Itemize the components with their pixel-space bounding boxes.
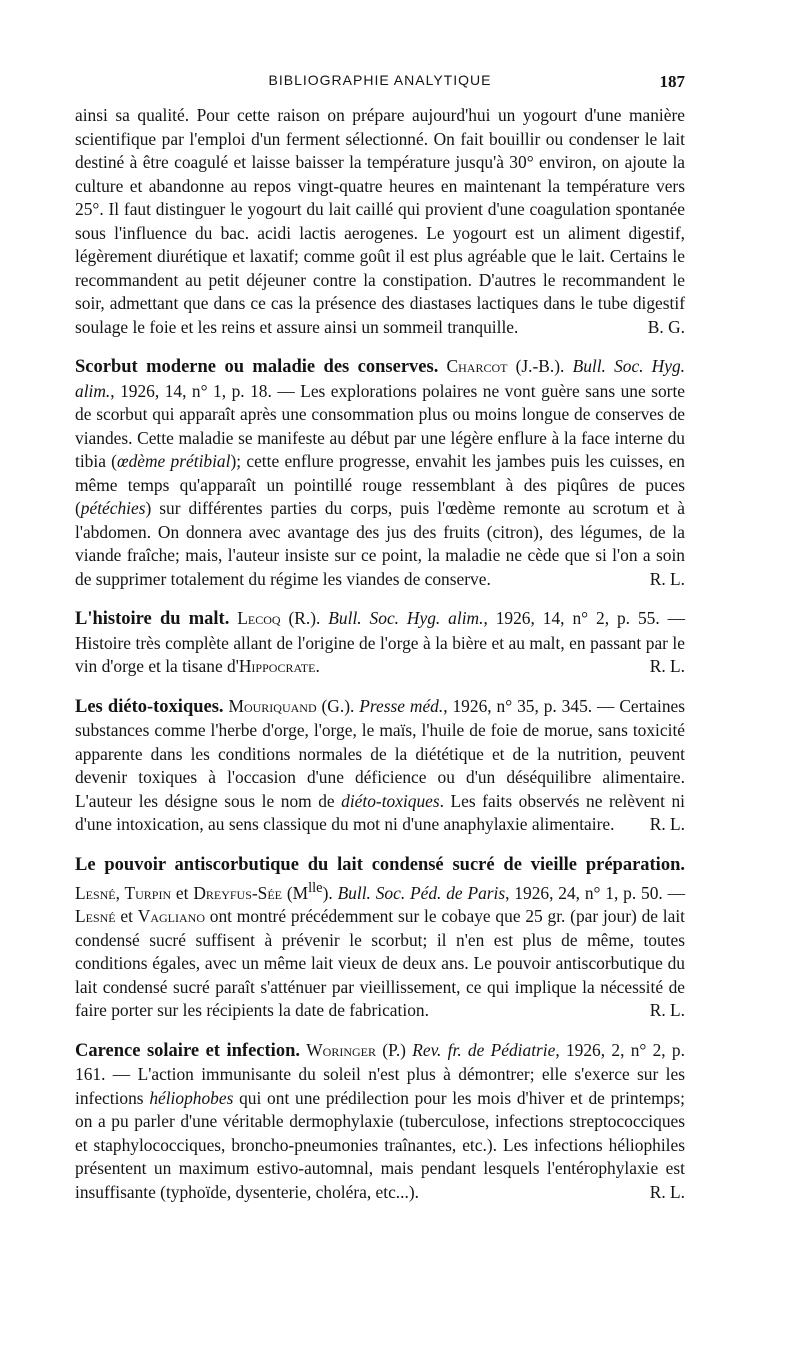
entry-scorbut <box>75 355 685 591</box>
entry-authors: Lecoq (R.). <box>237 608 321 628</box>
entry-journal: Bull. Soc. Péd. de Paris <box>337 882 506 903</box>
page-content <box>75 104 685 1220</box>
entry-term: diéto-toxiques <box>341 790 440 811</box>
entry-person: Vagliano <box>137 906 205 927</box>
entry-signature: R. L. <box>649 814 685 834</box>
entry-person: Lesné <box>75 906 116 927</box>
entry-citation: , 1926, 14, n° 2, p. 55. — <box>483 608 686 628</box>
entry-citation: , 1926, 14, n° 1, p. 18. — <box>110 380 301 401</box>
entry-carence-solaire <box>75 1039 685 1205</box>
entry-body: Les explorations polaires ne vont guère sans une sorte de scorbut qui apparaît après une consommation plus ou moins longue de conserves de viandes. Cette maladie se manifeste au début par une légère enflure à la face interne du tibia ( <box>75 380 685 471</box>
entry-paragraph: L'histoire du malt. Lecoq (R.). Bull. Soc. Hyg. alim., 1926, 14, n° 2, p. 55. — Histoire très complète allant de l'origine de l'orge à la bière et au malt, en passant par le vin d'orge et la tisane d'Hippocrate. R. L. <box>75 607 685 679</box>
entry-signature: R. L. <box>649 1181 685 1202</box>
entry-body: ont montré précédemment sur le cobaye que 25 gr. (par jour) de lait condensé sucré suffisent à prévenir le scorbut; il n'en est plus de même, toutes conditions égales, avec un même lait vieux de deux ans. Le pouvoir antiscorbutique du lait condensé sucré paraît s'atténuer par vieillissement, ce qui implique la nécessité de faire porter sur les récipients la date de fabrication. <box>75 906 685 1021</box>
entry-person: Hippocrate <box>238 656 316 676</box>
entry-paragraph: Carence solaire et infection. Woringer (P.) Rev. fr. de Pédiatrie, 1926, 2, n° 2, p. 161. — L'action immunisante du soleil n'est plus à démontrer; elle s'exerce sur les infections héliophobes qui ont une prédilection pour les mois d'hiver et de printemps; on a pu parler d'une véritable dermophylaxie (tuberculose, infections streptococciques et staphylococciques, broncho-pneumonies traînantes, etc.). Les infections héliophiles présentent un maximum estivo-automnal, mais pendant lesquels l'entérophylaxie est insuffisante (typhoïde, dysenterie, choléra, etc...). R. L. <box>75 1039 685 1205</box>
entry-term: héliophobes <box>149 1087 234 1108</box>
entry-journal: Rev. fr. de Pédiatrie <box>412 1039 556 1060</box>
entry-citation: , 1926, 24, n° 1, p. 50. — <box>505 882 685 903</box>
entry-signature: R. L. <box>649 656 685 676</box>
entry-title: Les diéto-toxiques. <box>75 696 224 717</box>
entry-authors: Dreyfus-Sée <box>193 882 283 903</box>
entry-authors: Lesné, Turpin <box>75 882 172 903</box>
running-title: BIBLIOGRAPHIE ANALYTIQUE <box>268 72 492 88</box>
entry-journal: Bull. Soc. Hyg. alim. <box>75 356 685 401</box>
entry-paragraph: Les diéto-toxiques. Mouriquand (G.). Presse méd., 1926, n° 35, p. 345. — Certaines substances comme l'herbe d'orge, l'orge, le maïs, l'huile de foie de morue, sans toxicité apparente dans les conditions normales de la diététique et de la nutrition, peuvent devenir toxiques à l'occasion d'une déficience ou d'un déséquilibre alimentaire. L'auteur les désigne sous le nom de diéto-toxiques. Les faits observés ne relèvent ni d'une intoxication, au sens classique du mot ni d'une anaphylaxie alimentaire. R. L. <box>75 695 685 837</box>
entry-title: Carence solaire et infection. <box>75 1040 300 1061</box>
entry-lait-condense <box>75 853 685 1023</box>
entry-authors: Woringer (P.) <box>306 1039 406 1060</box>
entry-journal: Presse méd. <box>359 695 444 716</box>
entry-body: L'action immunisante du soleil n'est plus à démontrer; elle s'exerce sur les infections <box>75 1064 685 1108</box>
entry-title: L'histoire du malt. <box>75 609 230 629</box>
page-header <box>75 72 685 94</box>
entry-paragraph: Scorbut moderne ou maladie des conserves. Charcot (J.-B.). Bull. Soc. Hyg. alim., 1926, 14, n° 1, p. 18. — Les explorations polaires ne vont guère sans une sorte de scorbut qui apparaît après une consommation plus ou moins longue de conserves de viandes. Cette maladie se manifeste au début par une légère enflure à la face interne du tibia (œdème prétibial); cette enflure progresse, envahit les jambes puis les cuisses, en même temps qu'apparaît un pointillé rouge ressemblant à des piqûres de puces (pétéchies) sur différentes parties du corps, puis l'œdème remonte au scrotum et à l'abdomen. On donnera avec avantage des jus des fruits (citron), des légumes, de la viande fraîche; mais, l'auteur insiste sur ce point, la maladie ne cède que si l'on a soin de supprimer totalement du régime les viandes de conserve. R. L. <box>75 355 685 591</box>
intro-paragraph: ainsi sa qualité. Pour cette raison on prépare aujourd'hui un yogourt d'une manière scientifique par l'emploi d'un ferment sélectionné. On fait bouillir ou condenser le lait destiné à être coagulé et laisse baisser la température jusqu'à 30° environ, on ajoute la culture et abandonne au repos vingt-quatre heures en maintenant la température vers 25°. Il faut distinguer le yogourt du lait caillé qui provient d'une coagulation spontanée sous l'influence du bac. acidi lactis aerogenes. Le yogourt est un aliment digestif, légèrement diurétique et laxatif; comme goût il est plus agréable que le lait. Certains le recommandent au petit déjeuner contre la constipation. D'autres le recommandent le soir, admettant que dans ce cas la présence des diastases lactiques dans le tube digestif soulage le foie et les reins et assure ainsi un sommeil tranquille. B. G. <box>75 104 685 339</box>
entry-body: Certaines substances comme l'herbe d'orge, l'orge, le maïs, l'huile de foie de morue, sans toxicité apparente dans les conditions normales de la diététique et de la nutrition, peuvent devenir toxiques à l'occasion d'une déficience ou d'un déséquilibre alimentaire. L'auteur les désigne sous le nom de <box>75 695 686 811</box>
entry-term: pétéchies <box>80 498 146 518</box>
entry-signature: R. L. <box>649 568 685 589</box>
entry-authors: Charcot (J.-B.). <box>446 356 565 376</box>
entry-signature: R. L. <box>649 1000 685 1021</box>
entry-authors: Mouriquand (G.). <box>228 695 355 716</box>
entry-title: Scorbut moderne ou maladie des conserves. <box>75 357 439 377</box>
page-number: 187 <box>659 72 685 91</box>
entry-citation: , 1926, n° 35, p. 345. — <box>443 695 620 716</box>
entry-journal: Bull. Soc. Hyg. alim. <box>328 608 484 628</box>
entry-title: Le pouvoir antiscorbutique du lait condensé sucré de vieille préparation. <box>75 854 685 875</box>
intro-block <box>75 104 685 339</box>
entry-malt <box>75 607 685 679</box>
intro-signature: B. G. <box>647 316 685 337</box>
entry-body: Histoire très complète allant de l'origine de l'orge à la bière et au malt, en passant par le vin d'orge et la tisane d' <box>75 632 685 676</box>
entry-dieto-toxiques <box>75 695 685 837</box>
entry-term: œdème prétibial <box>116 451 231 471</box>
entry-paragraph: Le pouvoir antiscorbutique du lait condensé sucré de vieille préparation. Lesné, Turpin et Dreyfus-Sée $(M^{lle})$. Bull. Soc. Péd. de Paris, 1926, 24, n° 1, p. 50. — Lesné et Vagliano ont montré précédemment sur le cobaye que 25 gr. (par jour) de lait condensé sucré suffisent à prévenir le scorbut; il n'en est plus de même, toutes conditions égales, avec un même lait vieux de deux ans. Le pouvoir antiscorbutique du lait condensé sucré paraît s'atténuer par vieillissement, ce qui implique la nécessité de faire porter sur les récipients la date de fabrication. R. L. <box>75 853 685 1023</box>
entry-citation: , 1926, 2, n° 2, p. 161. — <box>75 1039 685 1085</box>
